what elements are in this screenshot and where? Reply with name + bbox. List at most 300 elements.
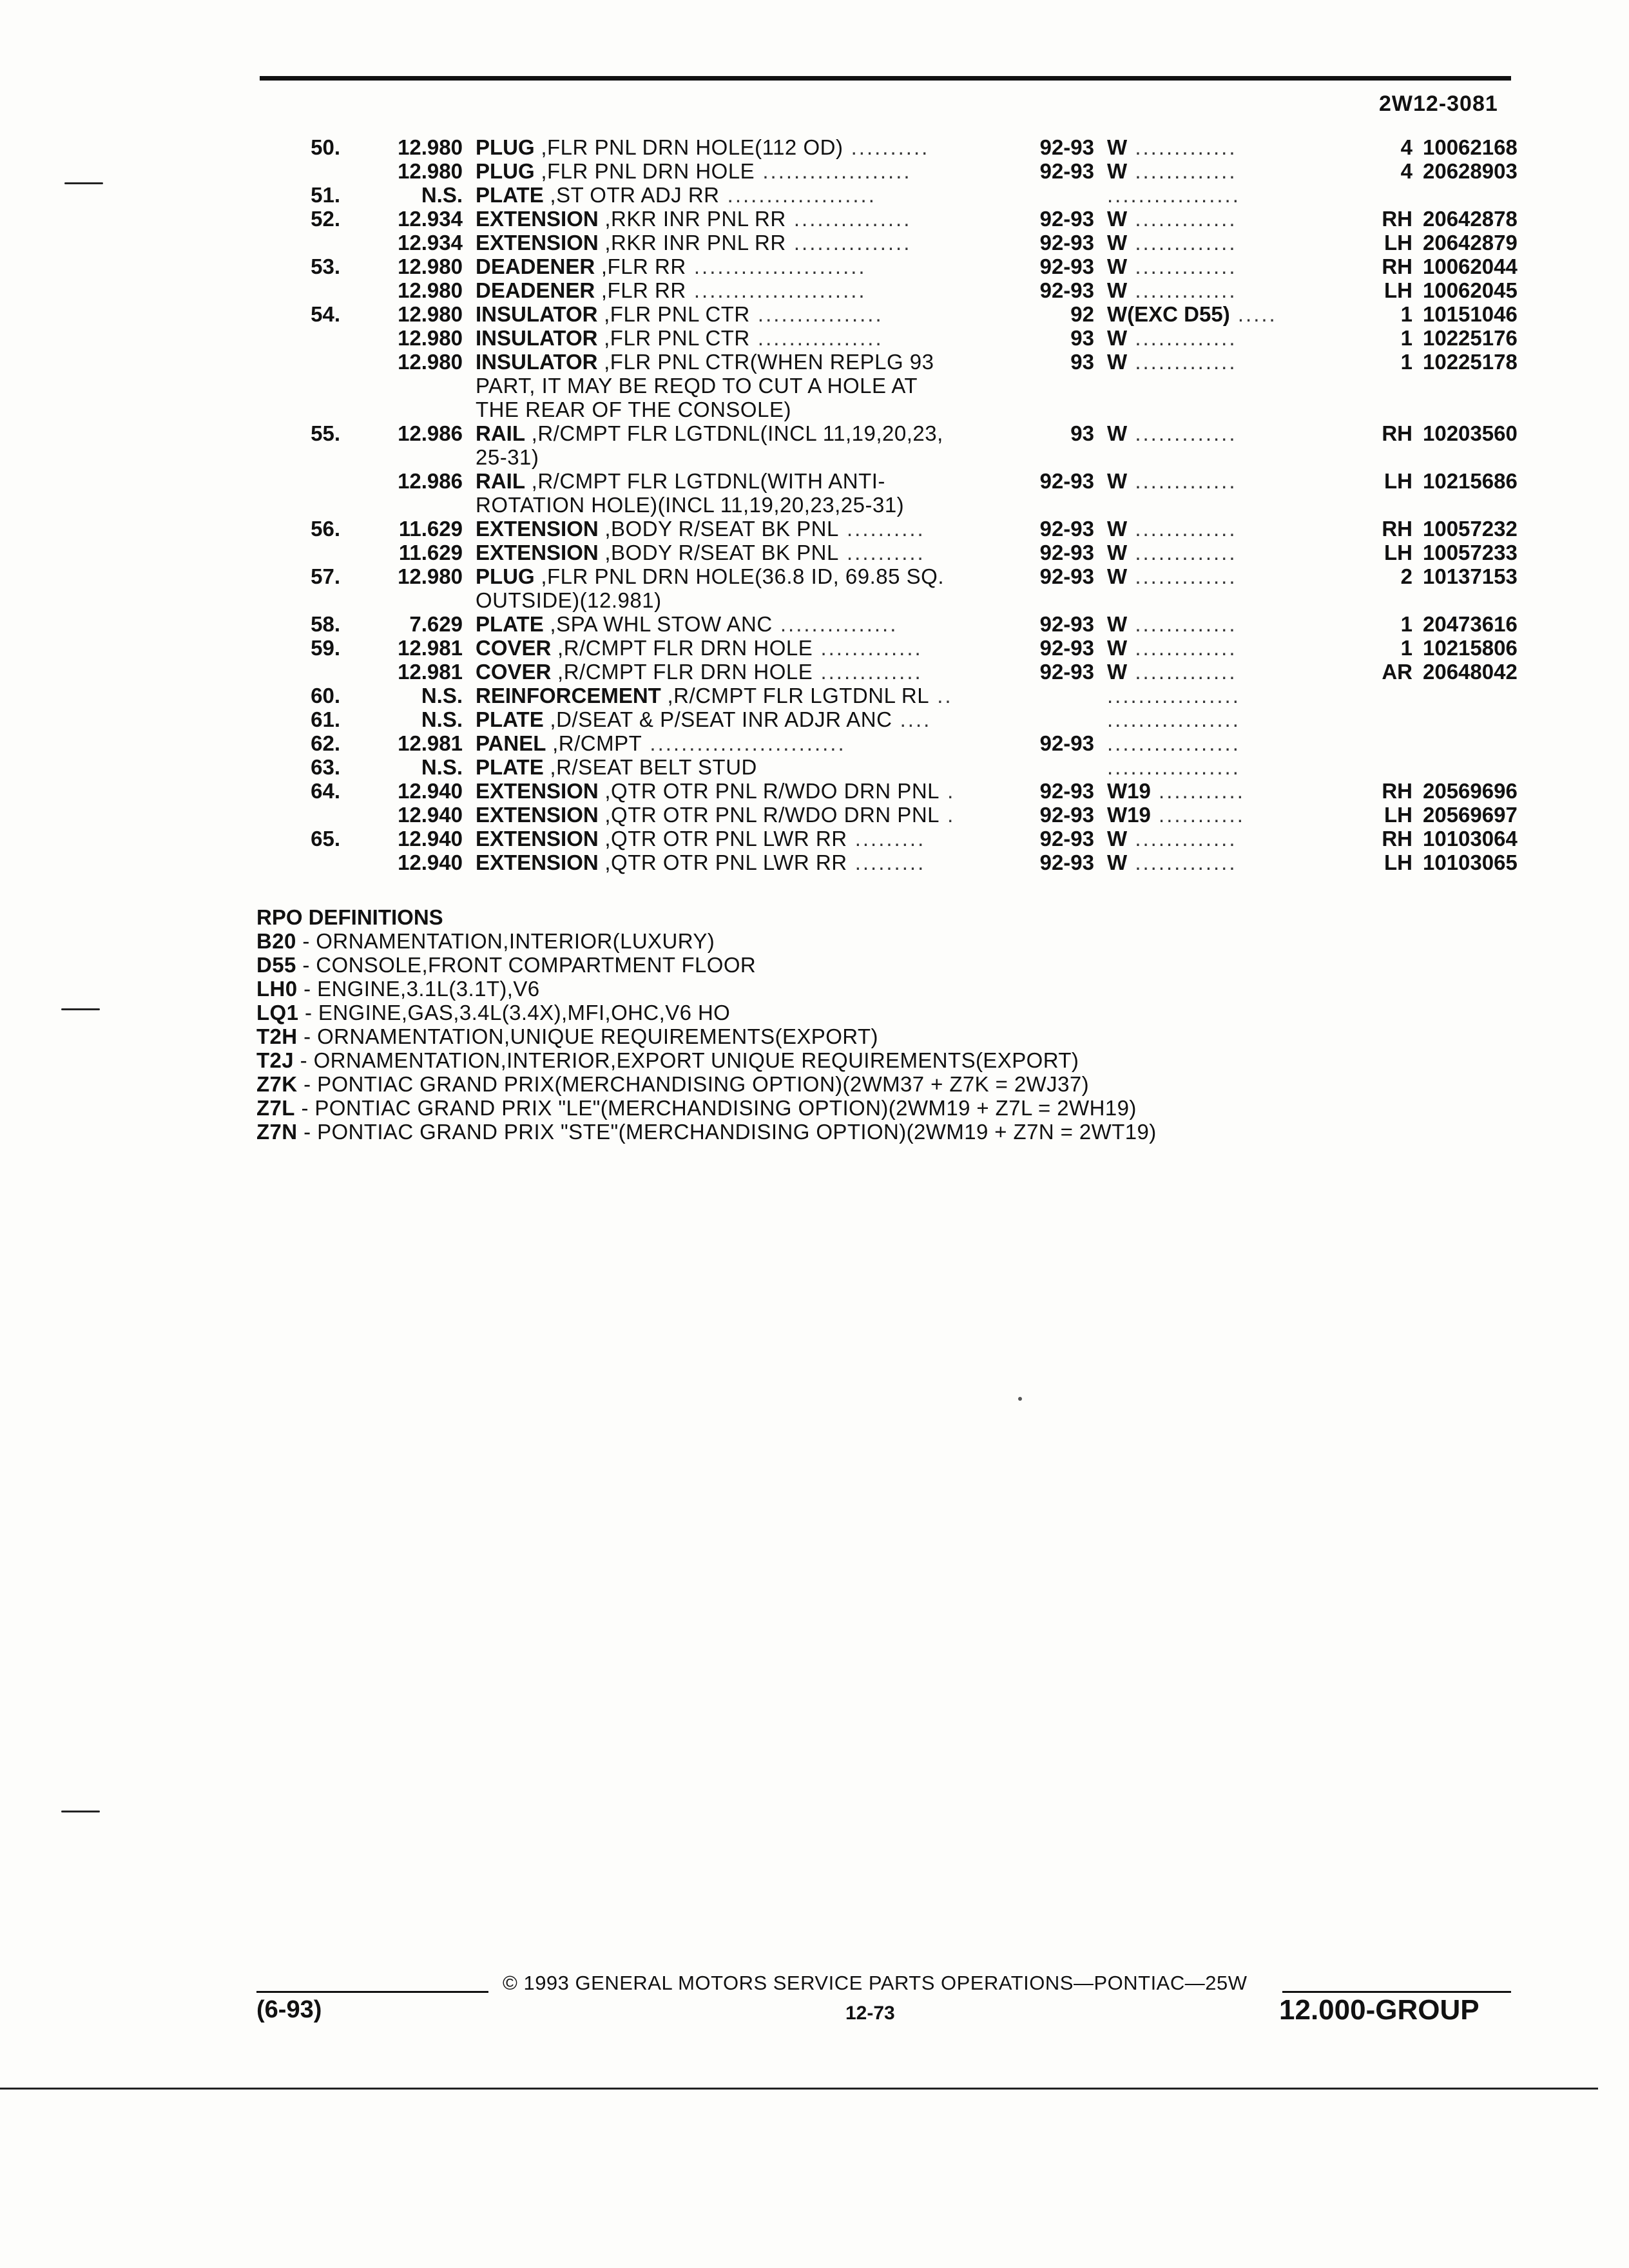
part-detail: ,FLR PNL DRN HOLE [534, 159, 755, 183]
part-detail: ,FLR PNL CTR [597, 302, 750, 326]
part-name: REINFORCEMENT [476, 684, 661, 707]
rpo-definition [256, 1024, 1157, 1048]
series-code [1107, 541, 1320, 564]
model-year: 92-93 [1039, 207, 1094, 231]
leader-dots: ............. [1127, 564, 1237, 588]
group-number: N.S. [421, 707, 463, 731]
leader-dots: .......... [838, 517, 925, 541]
quantity: RH [1382, 421, 1412, 445]
parts-row [258, 779, 1521, 803]
parts-row [258, 302, 1521, 326]
item-number: 59. [311, 636, 340, 660]
parts-row [258, 707, 1521, 731]
part-detail: ,QTR OTR PNL LWR RR [598, 850, 847, 874]
part-number: 10137153 [1423, 564, 1518, 588]
rpo-title: RPO DEFINITIONS [256, 905, 443, 929]
part-number: 10062044 [1423, 255, 1518, 278]
item-number: 64. [311, 779, 340, 803]
part-name: COVER [476, 660, 552, 684]
part-number: 10062168 [1423, 135, 1518, 159]
model-year: 92-93 [1039, 731, 1094, 755]
series-code [1107, 707, 1320, 731]
item-number: 55. [311, 421, 340, 445]
group-number: N.S. [421, 183, 463, 207]
part-name: EXTENSION [476, 541, 599, 564]
leader-dots: ............... [786, 207, 912, 231]
part-detail: ,BODY R/SEAT BK PNL [598, 541, 839, 564]
quantity: 4 [1400, 159, 1412, 183]
part-detail: ,FLR PNL DRN HOLE(112 OD) [534, 135, 843, 159]
leader-dots: ................. [1107, 183, 1240, 207]
series-value: W19 [1107, 779, 1151, 803]
leader-dots: ............. [1127, 135, 1237, 159]
document-code: 2W12-3081 [1379, 91, 1498, 116]
top-rule [260, 76, 1511, 81]
group-number: 12.940 [398, 850, 463, 874]
leader-dots: .......... [843, 135, 930, 159]
rpo-text: - ENGINE,3.1L(3.1T),V6 [297, 977, 540, 1001]
series-code [1107, 207, 1320, 231]
series-value: W [1107, 421, 1128, 445]
rpo-text: - PONTIAC GRAND PRIX "STE"(MERCHANDISING OPTION)(2WM19 + Z7N = 2WT19) [297, 1120, 1157, 1144]
rpo-text: - PONTIAC GRAND PRIX "LE"(MERCHANDISING OPTION)(2WM19 + Z7L = 2WH19) [294, 1096, 1137, 1120]
item-number: 51. [311, 183, 340, 207]
quantity: 1 [1400, 350, 1412, 374]
group-number: 12.981 [398, 636, 463, 660]
part-detail: ,QTR OTR PNL LWR RR [598, 827, 847, 850]
parts-row [258, 731, 1521, 755]
series-value: W [1107, 660, 1128, 684]
rpo-list [256, 929, 1157, 1144]
series-value: W [1107, 636, 1128, 660]
parts-row [258, 326, 1521, 350]
series-value: W [1107, 541, 1128, 564]
quantity: LH [1384, 278, 1412, 302]
leader-dots: ...................... [686, 278, 867, 302]
item-number: 62. [311, 731, 340, 755]
group-number: 12.934 [398, 207, 463, 231]
parts-row [258, 183, 1521, 207]
scan-speck [1018, 1397, 1022, 1401]
rpo-text: - ENGINE,GAS,3.4L(3.4X),MFI,OHC,V6 HO [298, 1001, 731, 1024]
parts-row [258, 421, 1521, 469]
part-name: DEADENER [476, 278, 595, 302]
series-value: W19 [1107, 803, 1151, 827]
leader-dots: ............. [1127, 421, 1237, 445]
leader-dots: ................ [749, 326, 883, 350]
group-number: 12.980 [398, 159, 463, 183]
leader-dots: .... [892, 707, 932, 731]
series-value: W [1107, 135, 1128, 159]
part-detail: ,BODY R/SEAT BK PNL [598, 517, 839, 541]
parts-row [258, 755, 1521, 779]
item-number: 57. [311, 564, 340, 588]
leader-dots: ................... [755, 159, 912, 183]
quantity: 1 [1400, 302, 1412, 326]
leader-dots: ........... [1150, 803, 1245, 827]
rpo-code: Z7K [256, 1072, 298, 1096]
leader-dots: ................. [1107, 684, 1240, 707]
series-code [1107, 231, 1320, 255]
leader-dots: ............. [1127, 231, 1237, 255]
series-value: W [1107, 517, 1128, 541]
item-number: 61. [311, 707, 340, 731]
part-name: EXTENSION [476, 803, 599, 827]
model-year: 92-93 [1039, 660, 1094, 684]
rpo-definition [256, 1072, 1157, 1096]
group-number: 12.980 [398, 302, 463, 326]
parts-row [258, 159, 1521, 183]
series-value: W [1107, 564, 1128, 588]
group-number: 12.934 [398, 231, 463, 255]
rpo-definition [256, 1048, 1157, 1072]
model-year: 92-93 [1039, 636, 1094, 660]
group-number: 11.629 [398, 541, 463, 564]
leader-dots: ............. [1127, 636, 1237, 660]
part-name: COVER [476, 636, 552, 660]
group-number: 12.980 [398, 350, 463, 374]
leader-dots: ......................... [642, 731, 846, 755]
series-code [1107, 827, 1320, 850]
leader-dots: ................. [1107, 707, 1240, 731]
page-number: 12-73 [845, 2003, 895, 2024]
leader-dots: . [940, 803, 956, 827]
model-year: 92-93 [1039, 803, 1094, 827]
part-number: 10215686 [1423, 469, 1518, 493]
part-detail: ,QTR OTR PNL R/WDO DRN PNL [598, 779, 940, 803]
part-detail: ,FLR PNL CTR [597, 326, 750, 350]
leader-dots: ............... [786, 231, 912, 255]
parts-row [258, 517, 1521, 541]
group-number: 12.986 [398, 421, 463, 445]
leader-dots: ......... [847, 827, 926, 850]
part-name: PLATE [476, 183, 544, 207]
group-number: 12.980 [398, 135, 463, 159]
part-name: PLUG [476, 135, 535, 159]
leader-dots: ............... [772, 612, 898, 636]
series-code [1107, 660, 1320, 684]
part-name: PLUG [476, 564, 535, 588]
model-year: 92-93 [1039, 850, 1094, 874]
leader-dots: ...................... [686, 255, 867, 278]
part-detail: ,R/CMPT FLR DRN HOLE [551, 660, 813, 684]
leader-dots: ............. [1127, 207, 1237, 231]
binder-mark [61, 1811, 100, 1812]
series-value: W [1107, 612, 1128, 636]
copyright-notice: © 1993 GENERAL MOTORS SERVICE PARTS OPERATIONS—PONTIAC—25W [503, 1972, 1248, 1994]
leader-dots: ............. [813, 660, 923, 684]
series-code [1107, 421, 1320, 445]
model-year: 92-93 [1039, 517, 1094, 541]
group-number: 12.986 [398, 469, 463, 493]
part-detail: ,FLR RR [595, 255, 686, 278]
part-detail: ,ST OTR ADJ RR [543, 183, 720, 207]
part-detail: ,QTR OTR PNL R/WDO DRN PNL [598, 803, 940, 827]
rpo-definition [256, 953, 1157, 977]
series-value: W [1107, 469, 1128, 493]
part-number: 10203560 [1423, 421, 1518, 445]
part-number: 10057233 [1423, 541, 1518, 564]
footer-rule-left [256, 1991, 488, 1993]
leader-dots: ............. [1127, 350, 1237, 374]
item-number: 54. [311, 302, 340, 326]
series-value: W [1107, 231, 1128, 255]
series-code [1107, 183, 1320, 207]
series-value: W [1107, 850, 1128, 874]
quantity: 1 [1400, 636, 1412, 660]
model-year: 92-93 [1039, 255, 1094, 278]
item-number: 60. [311, 684, 340, 707]
leader-dots: ............. [1127, 469, 1237, 493]
part-number: 10103065 [1423, 850, 1518, 874]
leader-dots: ............. [1127, 541, 1237, 564]
part-number: 20473616 [1423, 612, 1518, 636]
leader-dots: .......... [838, 541, 925, 564]
part-name: DEADENER [476, 255, 595, 278]
footer-rule-right [1282, 1991, 1511, 1993]
revision-date: (6-93) [256, 1996, 322, 2023]
rpo-code: T2J [256, 1048, 294, 1072]
quantity: 4 [1400, 135, 1412, 159]
parts-row [258, 636, 1521, 660]
model-year: 93 [1070, 421, 1094, 445]
leader-dots: ............. [1127, 517, 1237, 541]
series-code [1107, 850, 1320, 874]
part-number: 10103064 [1423, 827, 1518, 850]
group-number: 12.981 [398, 660, 463, 684]
series-code [1107, 278, 1320, 302]
rpo-text: - ORNAMENTATION,INTERIOR,EXPORT UNIQUE REQUIREMENTS(EXPORT) [294, 1048, 1079, 1072]
item-number: 56. [311, 517, 340, 541]
leader-dots: . [940, 779, 956, 803]
series-code [1107, 159, 1320, 183]
series-code [1107, 636, 1320, 660]
rpo-code: Z7L [256, 1096, 295, 1120]
leader-dots: ................ [749, 302, 883, 326]
series-code [1107, 255, 1320, 278]
parts-row [258, 135, 1521, 159]
part-name: PLATE [476, 707, 544, 731]
rpo-text: - ORNAMENTATION,UNIQUE REQUIREMENTS(EXPORT) [297, 1024, 878, 1048]
part-name: EXTENSION [476, 850, 599, 874]
parts-row [258, 541, 1521, 564]
model-year: 92-93 [1039, 564, 1094, 588]
leader-dots: ............. [1127, 612, 1237, 636]
leader-dots: ............. [1127, 326, 1237, 350]
parts-row [258, 850, 1521, 874]
item-number: 50. [311, 135, 340, 159]
binder-mark [61, 1008, 100, 1010]
rpo-definition [256, 977, 1157, 1001]
item-number: 52. [311, 207, 340, 231]
rpo-code: B20 [256, 929, 296, 953]
group-number: 12.980 [398, 564, 463, 588]
group-number: 12.980 [398, 326, 463, 350]
leader-dots: ......... [847, 850, 926, 874]
leader-dots: .. [929, 684, 953, 707]
part-number: 20642878 [1423, 207, 1518, 231]
parts-row [258, 278, 1521, 302]
part-detail: ,R/CMPT FLR LGTDNL(WITH ANTI- ROTATION HOLE)(INCL 11,19,20,23,25-31) [476, 469, 905, 517]
quantity: RH [1382, 779, 1412, 803]
series-code [1107, 302, 1320, 326]
parts-row [258, 660, 1521, 684]
quantity: LH [1384, 850, 1412, 874]
part-detail: ,D/SEAT & P/SEAT INR ADJR ANC [543, 707, 892, 731]
group-number: N.S. [421, 684, 463, 707]
model-year: 92-93 [1039, 469, 1094, 493]
part-detail: ,R/CMPT FLR LGTDNL RL [660, 684, 930, 707]
model-year: 92 [1070, 302, 1094, 326]
part-number: 10151046 [1423, 302, 1518, 326]
part-number: 20569697 [1423, 803, 1518, 827]
rpo-code: LH0 [256, 977, 298, 1001]
parts-row [258, 469, 1521, 517]
leader-dots: ............. [1127, 278, 1237, 302]
leader-dots: ........... [1150, 779, 1245, 803]
series-code [1107, 612, 1320, 636]
rpo-text: - CONSOLE,FRONT COMPARTMENT FLOOR [296, 953, 757, 977]
series-value: W [1107, 278, 1128, 302]
part-number: 10062045 [1423, 278, 1518, 302]
rpo-text: - ORNAMENTATION,INTERIOR(LUXURY) [296, 929, 715, 953]
parts-row [258, 231, 1521, 255]
series-code [1107, 684, 1320, 707]
part-name: PLUG [476, 159, 535, 183]
quantity: 2 [1400, 564, 1412, 588]
group-label: 12.000-GROUP [1279, 1994, 1480, 2026]
part-number: 20569696 [1423, 779, 1518, 803]
model-year: 93 [1070, 350, 1094, 374]
group-number: 12.981 [398, 731, 463, 755]
model-year: 93 [1070, 326, 1094, 350]
parts-row [258, 207, 1521, 231]
part-detail: ,RKR INR PNL RR [598, 207, 786, 231]
parts-list [258, 135, 1521, 874]
series-code [1107, 469, 1320, 493]
quantity: LH [1384, 541, 1412, 564]
part-number: 20628903 [1423, 159, 1518, 183]
quantity: RH [1382, 517, 1412, 541]
series-code [1107, 517, 1320, 541]
model-year: 92-93 [1039, 779, 1094, 803]
parts-row [258, 564, 1521, 612]
part-number: 10057232 [1423, 517, 1518, 541]
series-value: W [1107, 350, 1128, 374]
quantity: RH [1382, 255, 1412, 278]
part-number: 20648042 [1423, 660, 1518, 684]
quantity: LH [1384, 231, 1412, 255]
part-name: EXTENSION [476, 779, 599, 803]
part-detail: ,FLR PNL DRN HOLE(36.8 ID, 69.85 SQ. OUTSIDE)(12.981) [476, 564, 945, 612]
model-year: 92-93 [1039, 612, 1094, 636]
part-number: 10215806 [1423, 636, 1518, 660]
group-number: 12.980 [398, 255, 463, 278]
quantity: 1 [1400, 612, 1412, 636]
part-number: 10225176 [1423, 326, 1518, 350]
parts-row [258, 612, 1521, 636]
parts-row [258, 684, 1521, 707]
series-code [1107, 803, 1320, 827]
group-number: 12.940 [398, 803, 463, 827]
part-detail: ,R/CMPT FLR DRN HOLE [551, 636, 813, 660]
rpo-code: D55 [256, 953, 296, 977]
part-detail: ,R/SEAT BELT STUD [543, 755, 757, 779]
series-value: W [1107, 326, 1128, 350]
quantity: RH [1382, 207, 1412, 231]
series-value: W [1107, 827, 1128, 850]
part-name: PLATE [476, 612, 544, 636]
part-detail: ,FLR PNL CTR(WHEN REPLG 93 PART, IT MAY BE REQD TO CUT A HOLE AT THE REAR OF THE CONSOLE) [476, 350, 934, 421]
part-detail: ,SPA WHL STOW ANC [543, 612, 773, 636]
item-number: 53. [311, 255, 340, 278]
group-number: 7.629 [409, 612, 463, 636]
model-year: 92-93 [1039, 135, 1094, 159]
quantity: 1 [1400, 326, 1412, 350]
part-name: PLATE [476, 755, 544, 779]
leader-dots: ................. [1107, 755, 1240, 779]
bottom-rule [0, 2088, 1598, 2090]
item-number: 58. [311, 612, 340, 636]
parts-row [258, 827, 1521, 850]
rpo-code: T2H [256, 1024, 298, 1048]
model-year: 92-93 [1039, 541, 1094, 564]
quantity: LH [1384, 469, 1412, 493]
part-name: INSULATOR [476, 350, 598, 374]
model-year: 92-93 [1039, 231, 1094, 255]
series-value: W [1107, 255, 1128, 278]
series-code [1107, 326, 1320, 350]
model-year: 92-93 [1039, 159, 1094, 183]
rpo-code: LQ1 [256, 1001, 299, 1024]
part-name: RAIL [476, 421, 525, 445]
series-value: W(EXC D55) [1107, 302, 1230, 326]
part-detail: ,FLR RR [595, 278, 686, 302]
part-name: EXTENSION [476, 827, 599, 850]
rpo-text: - PONTIAC GRAND PRIX(MERCHANDISING OPTION)(2WM37 + Z7K = 2WJ37) [297, 1072, 1089, 1096]
series-value: W [1107, 207, 1128, 231]
part-number: 20642879 [1423, 231, 1518, 255]
quantity: LH [1384, 803, 1412, 827]
group-number: 12.940 [398, 827, 463, 850]
series-code [1107, 731, 1320, 755]
parts-row [258, 255, 1521, 278]
part-name: EXTENSION [476, 517, 599, 541]
part-detail: ,R/CMPT FLR LGTDNL(INCL 11,19,20,23, 25-31) [476, 421, 943, 469]
group-number: 12.980 [398, 278, 463, 302]
group-number: 12.940 [398, 779, 463, 803]
part-name: RAIL [476, 469, 525, 493]
leader-dots: ................. [1107, 731, 1240, 755]
leader-dots: ..... [1229, 302, 1277, 326]
rpo-definition [256, 1120, 1157, 1144]
series-code [1107, 135, 1320, 159]
part-detail: ,R/CMPT [546, 731, 642, 755]
part-name: INSULATOR [476, 326, 598, 350]
leader-dots: ............. [813, 636, 923, 660]
rpo-code: Z7N [256, 1120, 298, 1144]
leader-dots: ............. [1127, 850, 1237, 874]
leader-dots: ................... [719, 183, 876, 207]
series-value: W [1107, 159, 1128, 183]
rpo-definition [256, 1096, 1157, 1120]
series-code [1107, 779, 1320, 803]
quantity: RH [1382, 827, 1412, 850]
model-year: 92-93 [1039, 827, 1094, 850]
part-name: EXTENSION [476, 231, 599, 255]
item-number: 63. [311, 755, 340, 779]
part-name: EXTENSION [476, 207, 599, 231]
